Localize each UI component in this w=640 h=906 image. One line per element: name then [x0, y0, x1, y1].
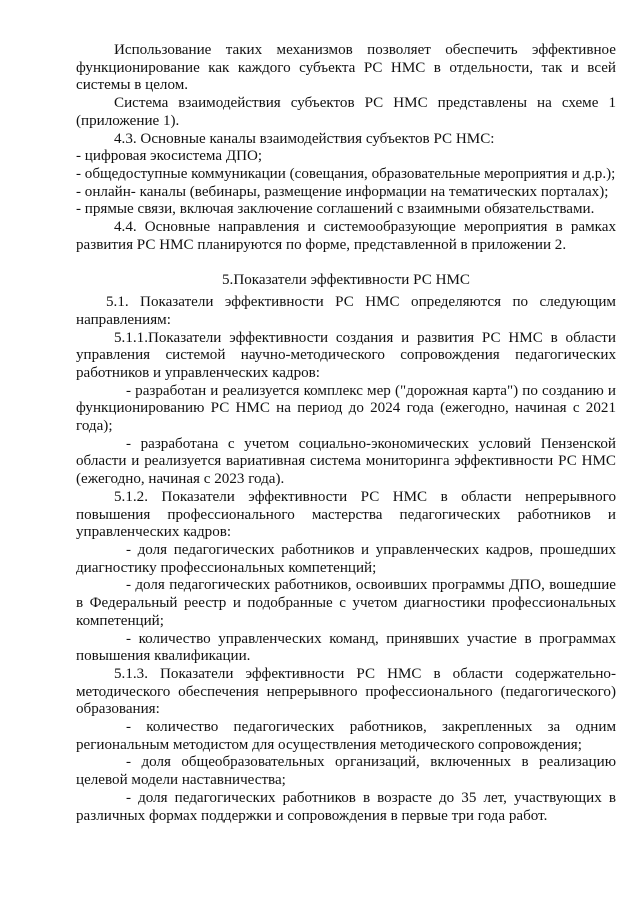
paragraph-4-4: 4.4. Основные направления и системообразующие мероприятия в рамках развития РС НМС планируются по форме, представленной в приложении 2. [76, 219, 616, 253]
list-item: - прямые связи, включая заключение соглашений с взаимными обязательствами. [76, 201, 595, 218]
paragraph-mechanisms: Использование таких механизмов позволяет обеспечить эффективное функционирование как каждого субъекта РС НМС в отдельности, так и всей системы в целом. [76, 42, 616, 94]
list-item: - доля педагогических работников в возрасте до 35 лет, участвующих в различных формах поддержки и сопровождения в первые три года работ. [76, 789, 616, 824]
paragraph-4-3: 4.3. Основные каналы взаимодействия субъектов РС НМС: [114, 130, 495, 147]
list-item: - разработан и реализуется комплекс мер ("дорожная карта") по созданию и функционированию РС НМС на период до 2024 года (ежегодно, начиная с 2021 года); [76, 382, 616, 435]
list-item: - общедоступные коммуникации (совещания, образовательные мероприятия и д.р.); [76, 165, 616, 182]
list-item: - количество педагогических работников, закрепленных за одним региональным методистом для осуществления методического сопровождения; [76, 719, 616, 753]
paragraph-interaction-system: Система взаимодействия субъектов РС НМС представлены на схеме 1 (приложение 1). [76, 95, 616, 129]
list-item: - цифровая экосистема ДПО; [76, 148, 263, 165]
section-heading: 5.Показатели эффективности РС НМС [222, 272, 470, 289]
channels-list [76, 148, 616, 219]
paragraph-5-1-1: 5.1.1.Показатели эффективности создания и развития РС НМС в области управления системой научно-методического сопровождения педагогических работников и управленческих кадров: [76, 329, 616, 381]
indicators-5-1-3-list [76, 719, 616, 825]
list-item: - разработана с учетом социально-экономических условий Пензенской области и реализуется вариативная система мониторинга эффективности РС НМС (ежегодно, начиная с 2023 года). [76, 435, 616, 488]
document-page [76, 42, 616, 825]
list-item: - доля педагогических работников и управленческих кадров, прошедших диагностику профессиональных компетенций; [76, 541, 616, 576]
paragraph-5-1-3: 5.1.3. Показатели эффективности РС НМС в области содержательно-методического обеспечения непрерывного профессионального (педагогического) образования: [76, 665, 616, 718]
list-item: - онлайн- каналы (вебинары, размещение информации на тематических порталах); [76, 183, 609, 200]
paragraph-5-1-2: 5.1.2. Показатели эффективности РС НМС в области непрерывного повышения профессионального мастерства педагогических работников и управленческих кадров: [76, 488, 616, 541]
list-item: - количество управленческих команд, принявших участие в программах повышения квалификации. [76, 630, 616, 665]
indicators-5-1-1-list [76, 383, 616, 489]
paragraph-5-1: 5.1. Показатели эффективности РС НМС определяются по следующим направлениям: [76, 294, 616, 328]
list-item: - доля педагогических работников, освоивших программы ДПО, вошедшие в Федеральный реестр и подобранные с учетом диагностики профессиональных компетенций; [76, 577, 616, 629]
indicators-5-1-2-list [76, 542, 616, 666]
list-item: - доля общеобразовательных организаций, включенных в реализацию целевой модели наставничества; [76, 754, 616, 789]
